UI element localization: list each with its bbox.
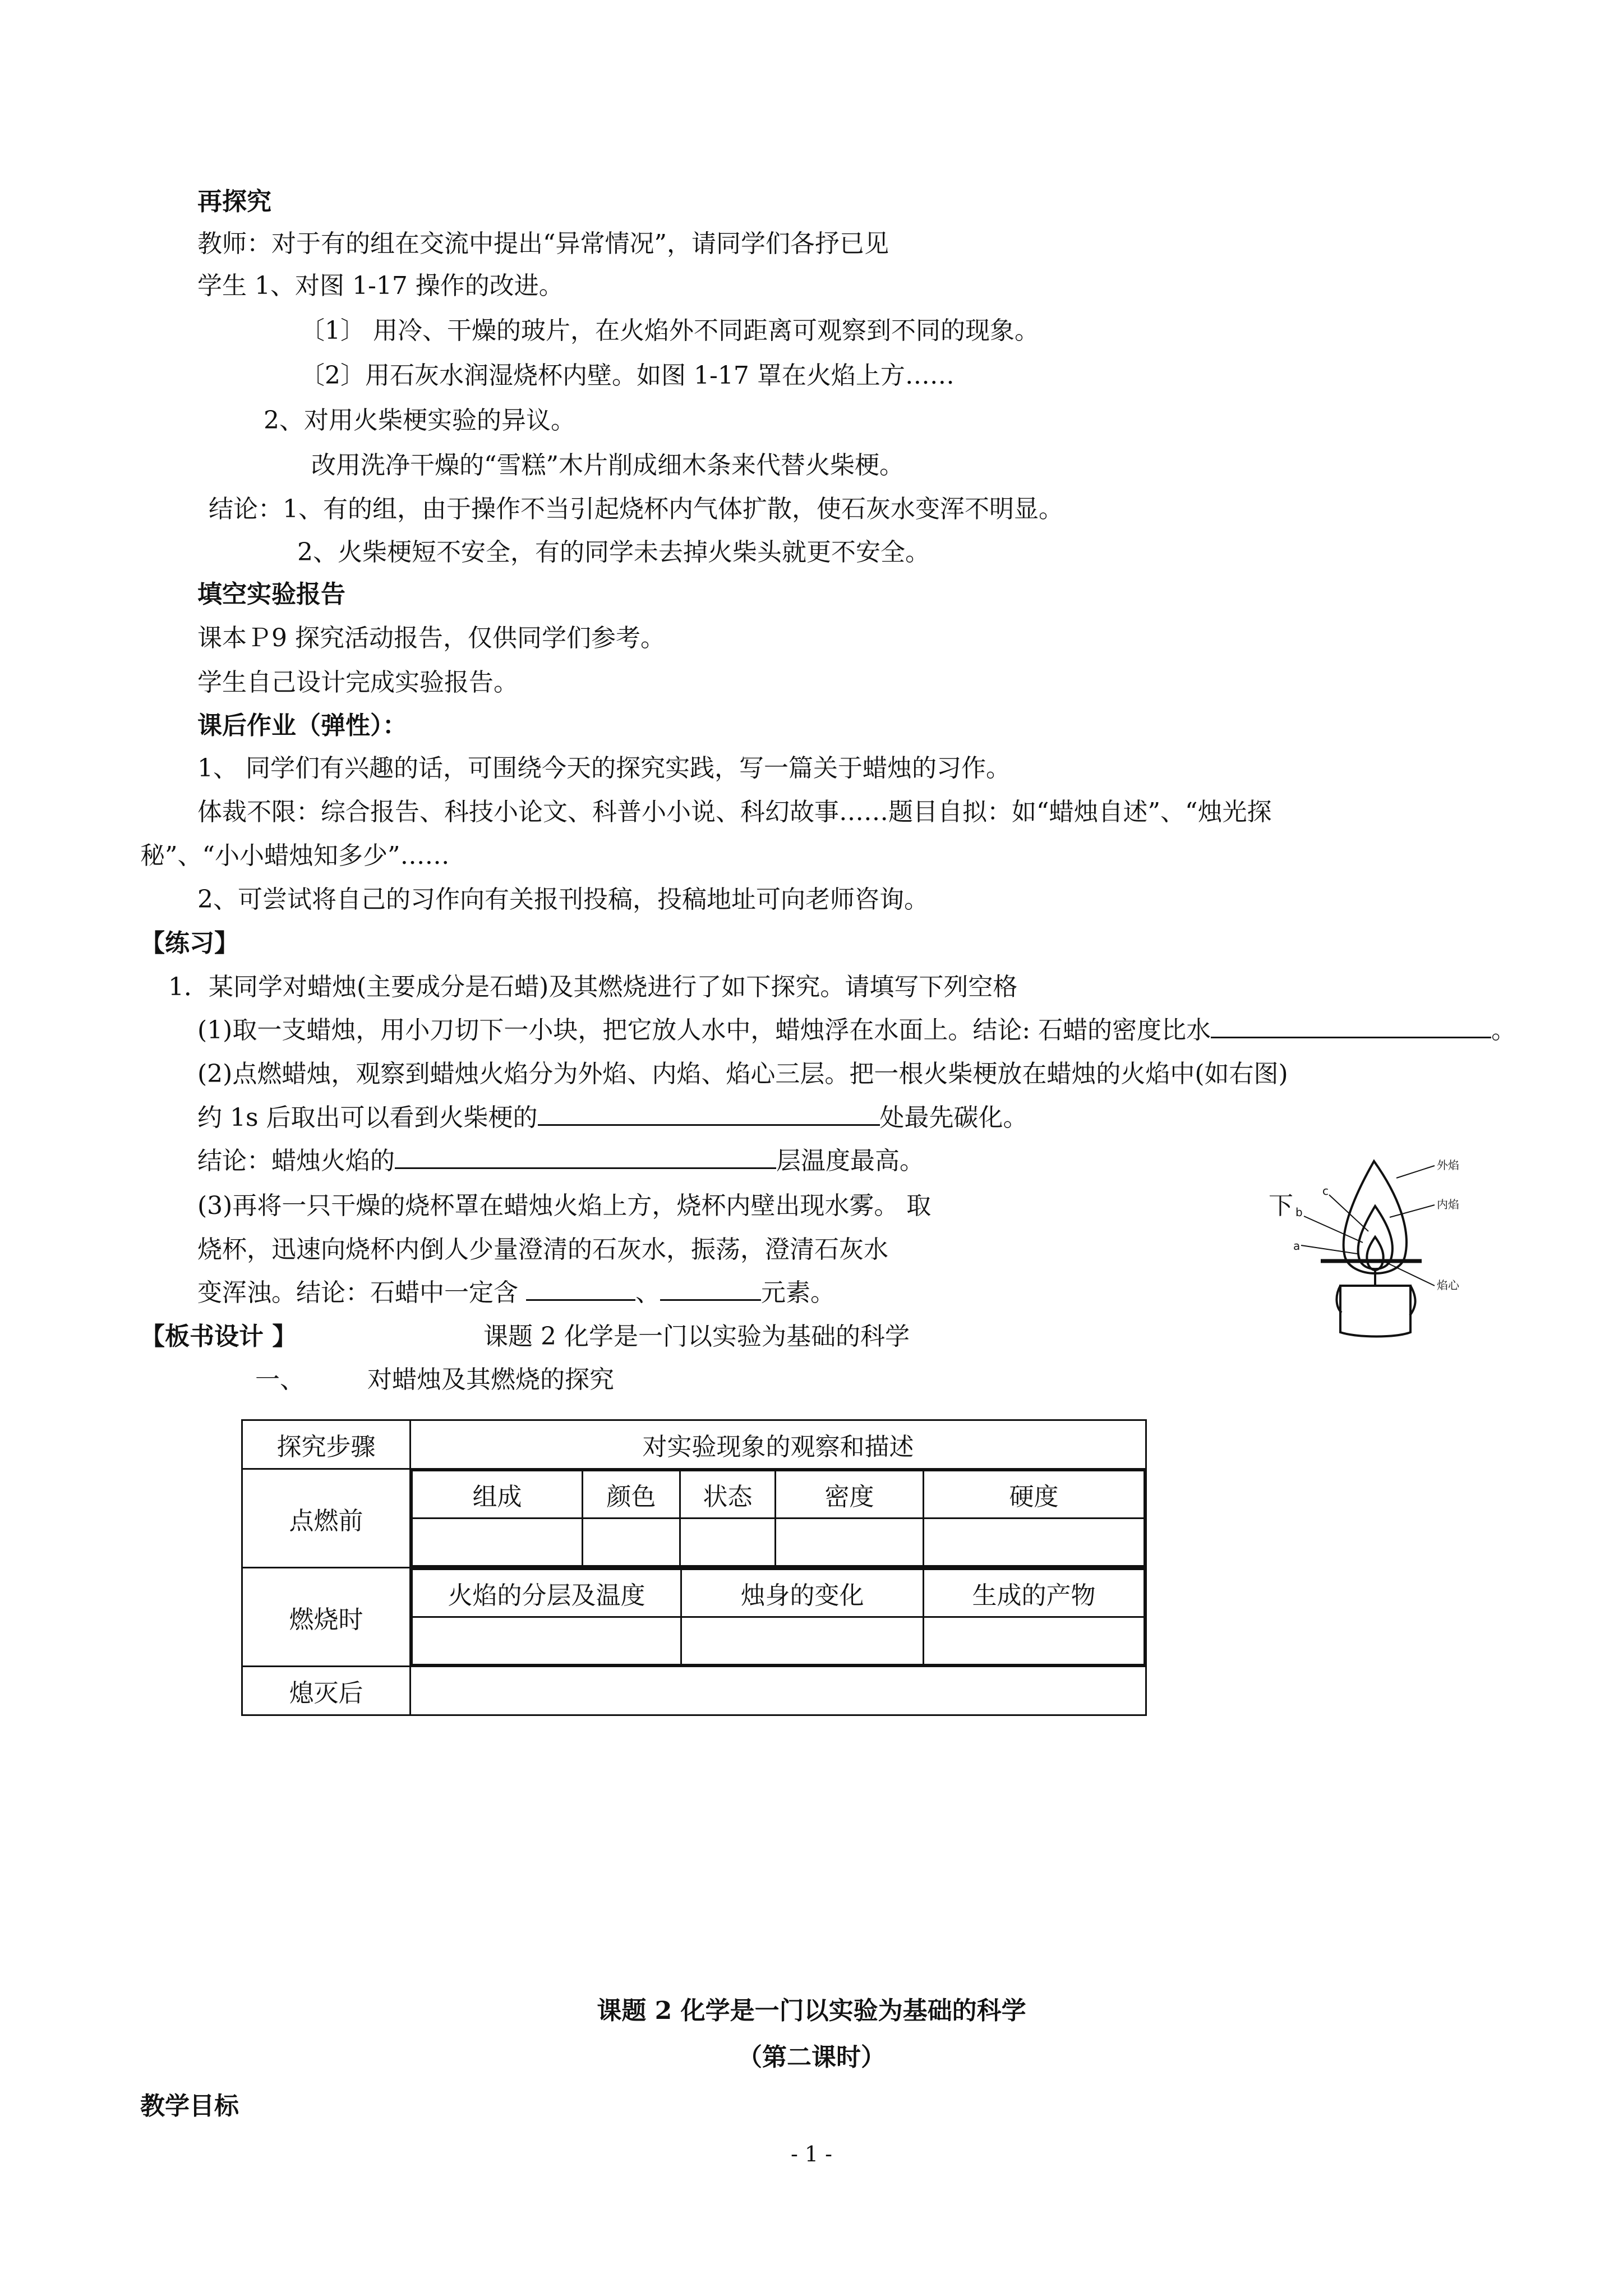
board-title: 课题 2 化学是一门以实验为基础的科学 bbox=[483, 1322, 910, 1351]
q1-2b-post: 处最先碳化。 bbox=[879, 1103, 1028, 1132]
cell-hardness-answer[interactable] bbox=[924, 1519, 1145, 1566]
item-3: 2、对用火柴梗实验的异议。 bbox=[264, 406, 575, 435]
col-state: 状态 bbox=[680, 1471, 776, 1519]
leader-a bbox=[1301, 1245, 1357, 1254]
heading-homework: 课后作业（弹性）： bbox=[197, 711, 407, 740]
q1-3c-post: 元素。 bbox=[761, 1278, 835, 1307]
leader-b bbox=[1304, 1216, 1363, 1243]
page-number: - 1 - bbox=[790, 2142, 832, 2166]
cell-composition-answer[interactable] bbox=[412, 1519, 583, 1566]
board-table bbox=[241, 1419, 1147, 1716]
q1-2c-post: 层温度最高。 bbox=[776, 1147, 924, 1175]
leader-inner bbox=[1390, 1205, 1435, 1217]
cell-after-answer[interactable] bbox=[411, 1667, 1146, 1715]
col-hardness: 硬度 bbox=[924, 1471, 1145, 1519]
student-line: 学生 1、对图 1-17 操作的改进。 bbox=[197, 272, 564, 300]
header-observation: 对实验现象的观察和描述 bbox=[411, 1420, 1146, 1469]
q1-3c-mid: 、 bbox=[635, 1278, 660, 1307]
col-color: 颜色 bbox=[583, 1471, 680, 1519]
heading-re-explore: 再探究 bbox=[197, 187, 271, 216]
q1-1-text: (1)取一支蜡烛，用小刀切下一小块，把它放人水中，蜡烛浮在水面上。结论: 石蜡的密度比水 bbox=[197, 1016, 1211, 1045]
homework-line-1: 1、 同学们有兴趣的话，可围绕今天的探究实践，写一篇关于蜡烛的习作。 bbox=[197, 754, 1011, 783]
label-flame-core: 焰心 bbox=[1437, 1278, 1459, 1292]
heading-report: 填空实验报告 bbox=[197, 580, 345, 609]
candle-drip bbox=[1336, 1286, 1415, 1315]
board-subtitle: 对蜡烛及其燃烧的探究 bbox=[367, 1365, 614, 1394]
q1-2c-pre: 结论：蜡烛火焰的 bbox=[197, 1147, 395, 1175]
homework-line-3: 秘”、“小小蜡烛知多少”…… bbox=[140, 841, 450, 870]
next-lesson-title: 课题 2 化学是一门以实验为基础的科学 bbox=[597, 1996, 1026, 2025]
practice-q1-1 bbox=[197, 1014, 1516, 1047]
cell-state-answer[interactable] bbox=[680, 1519, 776, 1566]
answer-blank-density[interactable] bbox=[1211, 1014, 1491, 1038]
flame-core-outline bbox=[1367, 1237, 1383, 1270]
item-4: 改用洗净干燥的“雪糕”木片削成细木条来代替火柴梗。 bbox=[311, 451, 904, 480]
col-products: 生成的产物 bbox=[924, 1570, 1145, 1617]
heading-practice: 【练习】 bbox=[140, 929, 239, 958]
header-step: 探究步骤 bbox=[242, 1420, 411, 1469]
col-body-change: 烛身的变化 bbox=[681, 1570, 924, 1617]
before-subtable bbox=[411, 1470, 1145, 1567]
answer-blank-carbonize[interactable] bbox=[538, 1102, 880, 1126]
practice-q1-2b bbox=[197, 1101, 1028, 1135]
homework-line-2: 体裁不限：综合报告、科技小论文、科普小小说、科幻故事……题目自拟：如“蜡烛自述”、“烛光探 bbox=[197, 798, 1272, 826]
label-a: a bbox=[1293, 1239, 1301, 1253]
answer-blank-element-1[interactable] bbox=[526, 1277, 635, 1301]
teacher-line: 教师：对于有的组在交流中提出“异常情况”，请同学们各抒已见 bbox=[197, 229, 889, 258]
col-density: 密度 bbox=[776, 1471, 924, 1519]
conclusion-1: 结论：1、有的组，由于操作不当引起烧杯内气体扩散，使石灰水变浑不明显。 bbox=[209, 495, 1063, 523]
answer-blank-flame-layer[interactable] bbox=[395, 1145, 776, 1169]
label-inner-flame: 内焰 bbox=[1437, 1198, 1459, 1211]
leader-c bbox=[1329, 1195, 1368, 1231]
practice-q1-3b: 烧杯，迅速向烧杯内倒人少量澄清的石灰水，振荡，澄清石灰水 bbox=[197, 1235, 888, 1264]
during-subtable bbox=[411, 1568, 1145, 1665]
col-composition: 组成 bbox=[412, 1471, 583, 1519]
cell-body-change-answer[interactable] bbox=[681, 1617, 924, 1665]
before-cells bbox=[411, 1469, 1146, 1568]
candle-body bbox=[1340, 1286, 1410, 1337]
answer-blank-element-2[interactable] bbox=[660, 1277, 761, 1301]
cell-color-answer[interactable] bbox=[583, 1519, 680, 1566]
col-flame-layers: 火焰的分层及温度 bbox=[412, 1570, 681, 1617]
q1-1-end: 。 bbox=[1491, 1016, 1516, 1045]
candle-flame-figure bbox=[1290, 1139, 1492, 1346]
during-cells bbox=[411, 1568, 1146, 1667]
item-1: 〔1〕 用冷、干燥的玻片，在火焰外不同距离可观察到不同的现象。 bbox=[300, 316, 1039, 345]
q1-3c-pre: 变浑浊。结论：石蜡中一定含 bbox=[197, 1278, 518, 1307]
leader-outer bbox=[1396, 1166, 1435, 1178]
row-before: 点燃前 bbox=[242, 1469, 411, 1568]
row-during: 燃烧时 bbox=[242, 1568, 411, 1667]
teaching-goals-heading: 教学目标 bbox=[140, 2092, 239, 2120]
cell-density-answer[interactable] bbox=[776, 1519, 924, 1566]
row-after: 熄灭后 bbox=[242, 1667, 411, 1715]
practice-q1-2a: (2)点燃蜡烛，观察到蜡烛火焰分为外焰、内焰、焰心三层。把一根火柴梗放在蜡烛的火焰中(如右图) bbox=[197, 1060, 1288, 1088]
board-subtitle-num: 一、 bbox=[255, 1365, 305, 1394]
label-c: c bbox=[1322, 1184, 1329, 1198]
label-outer-flame: 外焰 bbox=[1437, 1158, 1459, 1172]
q1-2b-pre: 约 1s 后取出可以看到火柴梗的 bbox=[197, 1103, 538, 1132]
practice-q1-3c bbox=[197, 1276, 835, 1310]
practice-q1-3a: (3)再将一只干燥的烧杯罩在蜡烛火焰上方，烧杯内壁出现水雾。 取 bbox=[197, 1191, 932, 1220]
label-b: b bbox=[1295, 1205, 1303, 1219]
practice-q1-3a-tail: 下 bbox=[1269, 1191, 1293, 1220]
item-2: 〔2〕用石灰水润湿烧杯内壁。如图 1-17 罩在火焰上方…… bbox=[300, 361, 955, 390]
homework-line-4: 2、可尝试将自己的习作向有关报刊投稿，投稿地址可向老师咨询。 bbox=[197, 885, 929, 914]
cell-products-answer[interactable] bbox=[924, 1617, 1145, 1665]
heading-board: 【板书设计 】 bbox=[140, 1322, 297, 1351]
next-lesson-subtitle: （第二课时） bbox=[737, 2043, 886, 2072]
practice-q1-2c bbox=[197, 1144, 924, 1178]
cell-flame-layers-answer[interactable] bbox=[412, 1617, 681, 1665]
practice-q1: 1．某同学对蜡烛(主要成分是石蜡)及其燃烧进行了如下探究。请填写下列空格 bbox=[168, 973, 1018, 1001]
report-line-2: 学生自己设计完成实验报告。 bbox=[197, 668, 518, 697]
conclusion-2: 2、火柴梗短不安全，有的同学未去掉火柴头就更不安全。 bbox=[297, 538, 930, 567]
report-line-1: 课本Ｐ9 探究活动报告，仅供同学们参考。 bbox=[197, 624, 665, 652]
